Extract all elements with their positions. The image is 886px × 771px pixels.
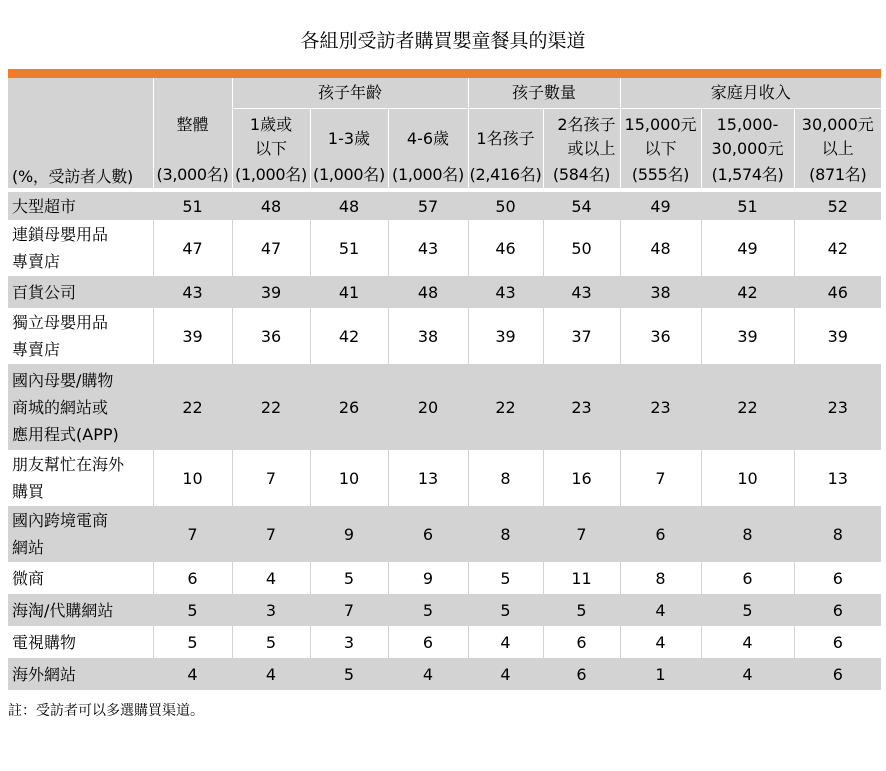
row-label: 獨立母嬰用品 專賣店 [8,308,153,364]
cell-value: 43 [468,276,543,308]
header-group-income: 家庭月收入 [620,78,881,108]
row-label: 百貨公司 [8,276,153,308]
table-title: 各組別受訪者購買嬰童餐具的渠道 [300,30,586,52]
table-row [8,308,881,364]
cell-value: 1 [620,658,701,690]
footnote: 註：受訪者可以多選購買渠道。 [8,703,204,719]
cell-value: 6 [794,626,881,658]
cell-value: 4 [468,626,543,658]
row-label: 微商 [8,562,153,594]
cell-value: 51 [701,192,794,220]
cell-value: 13 [794,450,881,506]
cell-value: 13 [388,450,468,506]
cell-value: 6 [543,626,620,658]
cell-value: 7 [232,506,310,562]
cell-value: 50 [543,220,620,276]
header-corner-label: (%，受訪者人數) [8,162,153,188]
cell-value: 52 [794,192,881,220]
header-age-1: 1歲或 以下 [232,108,310,162]
cell-value: 6 [794,594,881,626]
respondents-count: (2,416名) [468,162,543,188]
cell-value: 43 [543,276,620,308]
cell-value: 47 [153,220,232,276]
cell-value: 5 [468,594,543,626]
cell-value: 7 [543,506,620,562]
cell-value: 39 [794,308,881,364]
cell-value: 16 [543,450,620,506]
cell-value: 10 [701,450,794,506]
cell-value: 4 [468,658,543,690]
cell-value: 4 [701,626,794,658]
row-label: 國內跨境電商 網站 [8,506,153,562]
table-row [8,562,881,594]
cell-value: 3 [232,594,310,626]
cell-value: 47 [232,220,310,276]
cell-value: 39 [232,276,310,308]
cell-value: 3 [310,626,388,658]
cell-value: 54 [543,192,620,220]
cell-value: 7 [153,506,232,562]
cell-value: 36 [232,308,310,364]
table-row [8,626,881,658]
cell-value: 6 [794,658,881,690]
row-label: 海外網站 [8,658,153,690]
cell-value: 36 [620,308,701,364]
row-label: 連鎖母嬰用品 專賣店 [8,220,153,276]
cell-value: 37 [543,308,620,364]
cell-value: 5 [310,562,388,594]
cell-value: 48 [620,220,701,276]
cell-value: 6 [794,562,881,594]
row-label: 國內母嬰/購物 商城的網站或 應用程式(APP) [8,364,153,450]
cell-value: 20 [388,364,468,450]
cell-value: 49 [620,192,701,220]
respondents-row [8,162,881,188]
cell-value: 50 [468,192,543,220]
cell-value: 5 [388,594,468,626]
cell-value: 42 [794,220,881,276]
cell-value: 23 [794,364,881,450]
header-age-3: 4-6歲 [388,108,468,162]
cell-value: 7 [310,594,388,626]
cell-value: 8 [468,450,543,506]
header-count-2: 2名孩子 或以上 [543,108,620,162]
respondents-count: (555名) [620,162,701,188]
cell-value: 10 [153,450,232,506]
cell-value: 51 [310,220,388,276]
header-age-2: 1-3歲 [310,108,388,162]
cell-value: 42 [701,276,794,308]
header-group-count: 孩子數量 [468,78,620,108]
table-row [8,364,881,450]
cell-value: 6 [388,626,468,658]
header-income-1: 15,000元 以下 [620,108,701,162]
cell-value: 48 [388,276,468,308]
row-label: 海淘/代購網站 [8,594,153,626]
cell-value: 6 [701,562,794,594]
cell-value: 46 [794,276,881,308]
cell-value: 41 [310,276,388,308]
table-row [8,450,881,506]
cell-value: 5 [543,594,620,626]
cell-value: 57 [388,192,468,220]
cell-value: 5 [232,626,310,658]
cell-value: 4 [620,626,701,658]
cell-value: 6 [388,506,468,562]
cell-value: 5 [701,594,794,626]
respondents-count: (871名) [794,162,881,188]
cell-value: 5 [310,658,388,690]
cell-value: 4 [388,658,468,690]
table-row [8,506,881,562]
cell-value: 22 [468,364,543,450]
cell-value: 42 [310,308,388,364]
cell-value: 4 [232,658,310,690]
cell-value: 48 [310,192,388,220]
cell-value: 8 [794,506,881,562]
table-row [8,220,881,276]
cell-value: 22 [701,364,794,450]
cell-value: 5 [153,594,232,626]
row-label: 朋友幫忙在海外 購買 [8,450,153,506]
cell-value: 46 [468,220,543,276]
respondents-count: (3,000名) [153,162,232,188]
cell-value: 39 [153,308,232,364]
cell-value: 23 [620,364,701,450]
cell-value: 4 [620,594,701,626]
header-income-3: 30,000元 以上 [794,108,881,162]
cell-value: 5 [153,626,232,658]
cell-value: 23 [543,364,620,450]
header-overall: 整體 [153,78,232,162]
header-group-age: 孩子年齡 [232,78,468,108]
respondents-count: (1,000名) [232,162,310,188]
cell-value: 7 [232,450,310,506]
header-income-2: 15,000- 30,000元 [701,108,794,162]
cell-value: 8 [701,506,794,562]
cell-value: 4 [232,562,310,594]
cell-value: 9 [388,562,468,594]
data-table [8,78,881,690]
cell-value: 5 [468,562,543,594]
cell-value: 22 [232,364,310,450]
header-count-1: 1名孩子 [468,108,543,162]
accent-bar [8,69,881,78]
respondents-count: (1,574名) [701,162,794,188]
cell-value: 9 [310,506,388,562]
cell-value: 8 [468,506,543,562]
cell-value: 49 [701,220,794,276]
cell-value: 6 [543,658,620,690]
respondents-count: (1,000名) [388,162,468,188]
cell-value: 8 [620,562,701,594]
row-label: 電視購物 [8,626,153,658]
respondents-count: (1,000名) [310,162,388,188]
respondents-count: (584名) [543,162,620,188]
cell-value: 38 [620,276,701,308]
cell-value: 38 [388,308,468,364]
cell-value: 22 [153,364,232,450]
table-row [8,276,881,308]
sub-header-row [8,108,881,162]
cell-value: 48 [232,192,310,220]
cell-value: 6 [153,562,232,594]
cell-value: 43 [388,220,468,276]
cell-value: 11 [543,562,620,594]
cell-value: 51 [153,192,232,220]
cell-value: 26 [310,364,388,450]
row-label: 大型超市 [8,192,153,220]
table-row [8,594,881,626]
group-header-row [8,78,881,108]
cell-value: 6 [620,506,701,562]
cell-value: 10 [310,450,388,506]
cell-value: 4 [701,658,794,690]
cell-value: 4 [153,658,232,690]
table-row [8,192,881,220]
cell-value: 7 [620,450,701,506]
cell-value: 43 [153,276,232,308]
table-row [8,658,881,690]
cell-value: 39 [468,308,543,364]
cell-value: 39 [701,308,794,364]
